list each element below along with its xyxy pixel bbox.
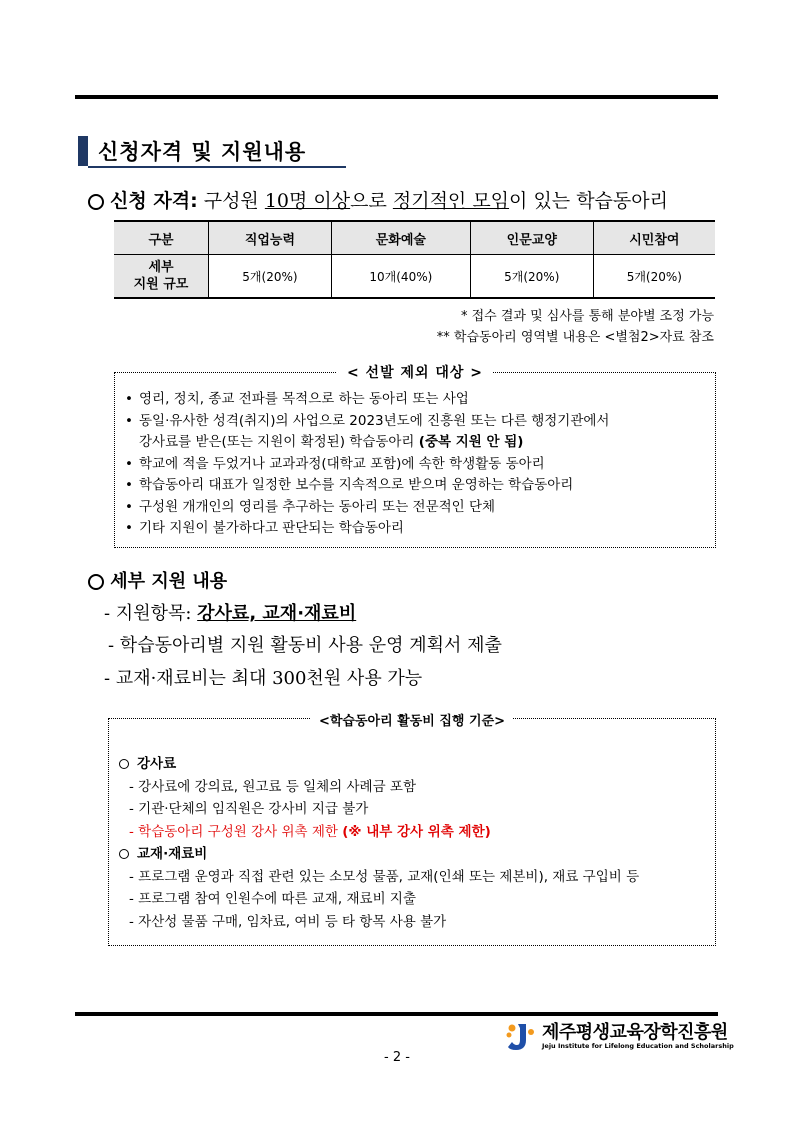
- table-cell: 5개(20%): [593, 255, 715, 299]
- list-item: [119, 821, 711, 844]
- criteria-title: [109, 710, 715, 729]
- eligibility-line: [88, 186, 668, 213]
- table-row-label: [114, 255, 209, 299]
- circle-bullet-icon: [88, 194, 104, 210]
- criteria-subheading-text: 강사료: [137, 756, 177, 772]
- section-title-underline: [88, 166, 346, 168]
- list-item-text: 강사료를 받은(또는 지원이 확정된) 학습동아리: [139, 434, 419, 450]
- criteria-subheading: [119, 753, 711, 776]
- support-item-line: [104, 599, 356, 625]
- bottom-rule: [75, 1012, 718, 1016]
- support-item-label: - 지원항목:: [104, 603, 198, 624]
- support-scale-table: [114, 220, 715, 299]
- criteria-title-text: <학습동아리 활동비 집행 기준>: [311, 714, 513, 729]
- plan-submit-line: - 학습동아리별 지원 활동비 사용 운영 계획서 제출: [108, 635, 502, 656]
- table-header: 시민참여: [593, 221, 715, 255]
- table-cell: 5개(20%): [470, 255, 593, 299]
- row-label-line: 세부: [148, 260, 174, 275]
- list-item: • 학습동아리 대표가 일정한 보수를 지속적으로 받으며 운영하는 학습동아리: [125, 475, 711, 497]
- page-number: - 2 -: [384, 1050, 410, 1065]
- table-header: 문화예술: [331, 221, 470, 255]
- section-title: [78, 134, 346, 168]
- criteria-subheading-text: 교재·재료비: [137, 846, 208, 862]
- circle-bullet-icon: [119, 759, 129, 769]
- eligibility-regular-meeting: 정기적인 모임: [392, 190, 510, 212]
- row-label-line: 지원 규모: [133, 277, 189, 292]
- list-item-emphasis: (※ 내부 강사 위촉 제한): [342, 823, 491, 840]
- table-row: [114, 255, 715, 299]
- institute-name-en: Jeju Institute for Lifelong Education and Scholarship: [542, 1042, 734, 1050]
- list-item-emphasis: (중복 지원 안 됨): [418, 434, 524, 450]
- detail-support-heading-text: 세부 지원 내용: [110, 571, 228, 592]
- table-header: 인문교양: [470, 221, 593, 255]
- criteria-box: [108, 714, 716, 946]
- institute-name-ko: 제주평생교육장학진흥원: [542, 1022, 728, 1043]
- table-header: 직업능력: [209, 221, 332, 255]
- list-item: • 영리, 정치, 종교 전파를 목적으로 하는 동아리 또는 사업: [125, 389, 711, 411]
- note-line: ** 학습동아리 영역별 내용은 <별첨2>자료 참조: [436, 330, 714, 345]
- table-cell: 10개(40%): [331, 255, 470, 299]
- list-item: • 학교에 적을 두었거나 교과과정(대학교 포함)에 속한 학생활동 동아리: [125, 454, 711, 476]
- section-title-text: 신청자격 및 지원내용: [98, 140, 307, 164]
- criteria-body: [119, 753, 711, 933]
- list-item: • 구성원 개개인의 영리를 추구하는 동아리 또는 전문적인 단체: [125, 497, 711, 519]
- section-title-bar: [78, 136, 88, 166]
- material-limit-line: - 교재·재료비는 최대 300천원 사용 가능: [104, 668, 423, 689]
- circle-bullet-icon: [88, 574, 104, 590]
- eligibility-text: 구성원: [197, 190, 265, 212]
- table-header: 구분: [114, 221, 209, 255]
- list-item: - 자산성 물품 구매, 임차료, 여비 등 타 항목 사용 불가: [129, 913, 447, 930]
- criteria-subheading: [119, 843, 711, 866]
- list-item: - 프로그램 참여 인원수에 따른 교재, 재료비 지출: [129, 891, 416, 907]
- top-rule: [75, 95, 718, 99]
- list-item: [125, 411, 711, 454]
- eligibility-member-count: 10명 이상: [264, 190, 351, 212]
- list-item: - 프로그램 운영과 직접 관련 있는 소모성 물품, 교재(인쇄 또는 제본비), 재료 구입비 등: [129, 868, 640, 885]
- exclusion-title-text: < 선발 제외 대상 >: [337, 365, 493, 381]
- exclusion-box: [114, 365, 716, 548]
- list-item-text: - 학습동아리 구성원 강사 위촉 제한: [129, 823, 343, 840]
- eligibility-text: 으로: [350, 190, 393, 212]
- list-item: • 기타 지원이 불가하다고 판단되는 학습동아리: [125, 518, 711, 540]
- list-item-text: 동일·유사한 성격(취지)의 사업으로 2023년도에 진흥원 또는 다른 행정기관에서: [139, 412, 610, 429]
- support-item-value: 강사료, 교재·재료비: [197, 603, 357, 624]
- institute-emblem-icon: [504, 1020, 538, 1054]
- list-item: - 강사료에 강의료, 원고료 등 일체의 사례금 포함: [129, 778, 416, 795]
- table-cell: 5개(20%): [209, 255, 332, 299]
- eligibility-label: 신청 자격:: [110, 190, 198, 212]
- eligibility-text: 이 있는 학습동아리: [509, 190, 668, 212]
- detail-support-heading: [88, 567, 227, 593]
- exclusion-title: [115, 362, 715, 382]
- exclusion-list: [125, 389, 711, 540]
- list-item: - 기관·단체의 임직원은 강사비 지급 불가: [129, 801, 369, 817]
- circle-bullet-icon: [119, 849, 129, 859]
- note-line: * 접수 결과 및 심사를 통해 분야별 조정 가능: [460, 309, 714, 324]
- table-header-row: [114, 221, 715, 255]
